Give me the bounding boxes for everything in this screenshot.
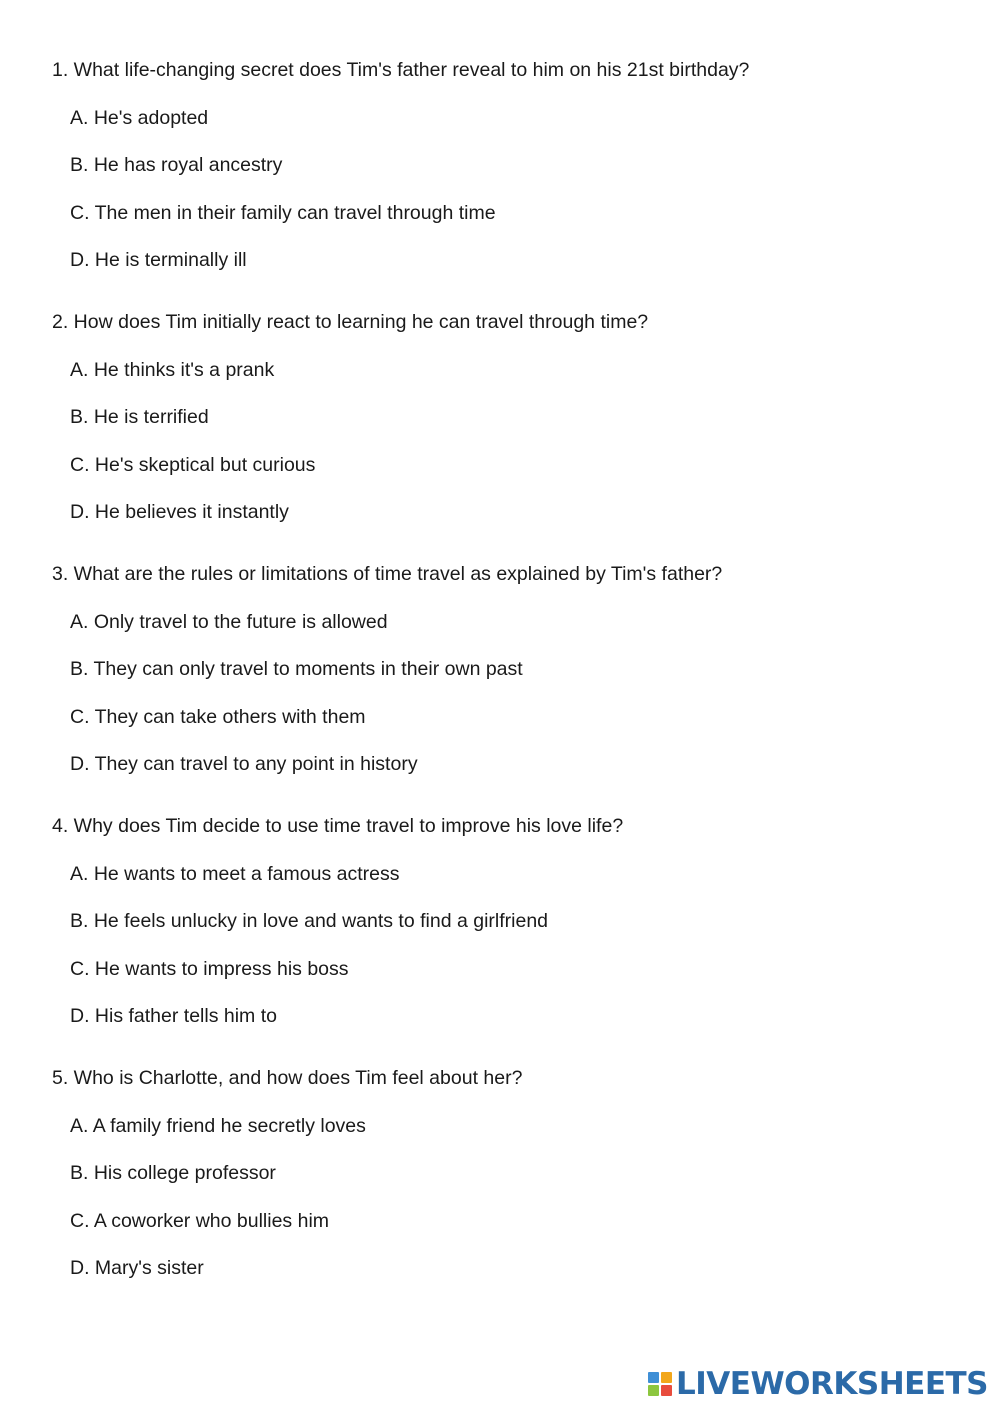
brand-name: LIVEWORKSHEETS [676,1366,988,1402]
question-4 [52,814,952,1028]
answer-option[interactable]: D. He believes it instantly [70,501,289,523]
answer-option[interactable]: C. The men in their family can travel through time [70,201,496,224]
answer-option[interactable]: A. He wants to meet a famous actress [70,862,400,885]
question-3 [52,562,952,776]
answer-option[interactable]: D. He is terminally ill [70,249,247,271]
answer-option[interactable]: A. He's adopted [70,106,209,129]
question-text: 1. What life-changing secret does Tim's father reveal to him on his 21st birthday? [52,59,750,81]
liveworksheets-brand [648,1364,988,1404]
question-2 [52,310,952,524]
answer-option[interactable]: B. He is terrified [70,406,209,428]
answer-option[interactable]: A. Only travel to the future is allowed [70,610,388,633]
answer-option[interactable]: D. They can travel to any point in history [70,753,418,775]
answer-option[interactable]: C. He wants to impress his boss [70,957,349,980]
answer-option[interactable]: B. His college professor [70,1162,276,1184]
answer-option[interactable]: C. He's skeptical but curious [70,453,316,476]
quiz [52,58,952,1280]
answer-option[interactable]: C. They can take others with them [70,705,366,728]
answer-option[interactable]: B. He feels unlucky in love and wants to find a girlfriend [70,910,549,932]
answer-option[interactable]: A. A family friend he secretly loves [70,1114,366,1137]
question-text: 4. Why does Tim decide to use time travel to improve his love life? [52,815,624,837]
question-1 [52,58,952,272]
question-text: 3. What are the rules or limitations of time travel as explained by Tim's father? [52,563,723,585]
answer-option[interactable]: A. He thinks it's a prank [70,358,275,381]
liveworksheets-logo-icon [648,1372,672,1396]
question-text: 5. Who is Charlotte, and how does Tim feel about her? [52,1067,523,1089]
question-text: 2. How does Tim initially react to learning he can travel through time? [52,311,649,333]
answer-option[interactable]: C. A coworker who bullies him [70,1209,330,1232]
answer-option[interactable]: D. His father tells him to [70,1005,277,1027]
answer-option[interactable]: D. Mary's sister [70,1257,204,1279]
answer-option[interactable]: B. He has royal ancestry [70,154,283,176]
answer-option[interactable]: B. They can only travel to moments in their own past [70,658,523,680]
question-5 [52,1066,952,1280]
